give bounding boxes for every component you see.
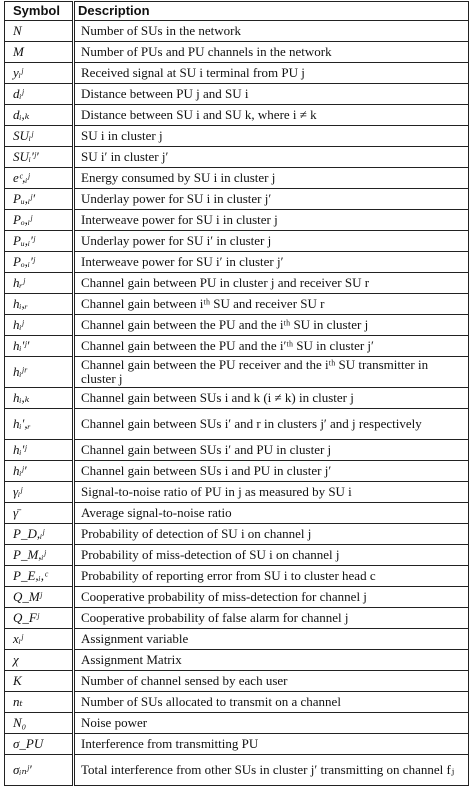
table-row xyxy=(5,105,469,126)
description-cell: Assignment variable xyxy=(74,629,469,650)
description-cell: Channel gain between iᵗʰ SU and receiver SU r xyxy=(74,294,469,315)
description-cell: Interweave power for SU i in cluster j xyxy=(74,210,469,231)
header-symbol: Symbol xyxy=(5,2,74,21)
description-cell: Channel gain between SUs i and PU in cluster j′ xyxy=(74,461,469,482)
symbol-cell: dᵢʲ xyxy=(5,84,74,105)
symbol-cell: Pₒ,ᵢ′ʲ xyxy=(5,252,74,273)
description-cell: Assignment Matrix xyxy=(74,650,469,671)
description-cell: Cooperative probability of miss-detection for channel j xyxy=(74,587,469,608)
symbol-cell: hᵢ′ʲ′ xyxy=(5,336,74,357)
table-row xyxy=(5,63,469,84)
table-row xyxy=(5,273,469,294)
table-row xyxy=(5,42,469,63)
description-cell: Signal-to-noise ratio of PU in j as measured by SU i xyxy=(74,482,469,503)
symbol-cell: hᵢ′ʲ xyxy=(5,440,74,461)
symbol-cell: hᵢ′,ᵣ xyxy=(5,409,74,440)
symbol-cell: M xyxy=(5,42,74,63)
symbol-cell: P_M,ᵢʲ xyxy=(5,545,74,566)
table-row xyxy=(5,650,469,671)
symbol-cell: hᵢʲ′ xyxy=(5,461,74,482)
symbol-cell: P_D,ᵢʲ xyxy=(5,524,74,545)
description-cell: Underlay power for SU i in cluster j′ xyxy=(74,189,469,210)
table-row xyxy=(5,210,469,231)
symbol-cell: σᵢₙʲ′ xyxy=(5,755,74,786)
table-row xyxy=(5,671,469,692)
symbol-cell: hᵢʲʳ xyxy=(5,357,74,388)
table-row xyxy=(5,231,469,252)
table-row xyxy=(5,713,469,734)
symbol-cell: Q_Fʲ xyxy=(5,608,74,629)
description-cell: Channel gain between the PU and the i′ᵗʰ SU in cluster j′ xyxy=(74,336,469,357)
symbol-table xyxy=(4,1,469,786)
description-cell: Cooperative probability of false alarm for channel j xyxy=(74,608,469,629)
table-row xyxy=(5,168,469,189)
table-row xyxy=(5,336,469,357)
description-cell: Interference from transmitting PU xyxy=(74,734,469,755)
table-row xyxy=(5,409,469,440)
description-cell: Number of channel sensed by each user xyxy=(74,671,469,692)
symbol-cell: yᵢʲ xyxy=(5,63,74,84)
symbol-cell: eᶜ,ᵢʲ xyxy=(5,168,74,189)
table-row xyxy=(5,189,469,210)
table-row xyxy=(5,294,469,315)
description-cell: Noise power xyxy=(74,713,469,734)
symbol-cell: χ xyxy=(5,650,74,671)
symbol-cell: N xyxy=(5,21,74,42)
symbol-cell: SUᵢʲ xyxy=(5,126,74,147)
description-cell: Channel gain between the PU and the iᵗʰ SU in cluster j xyxy=(74,315,469,336)
symbol-cell: K xyxy=(5,671,74,692)
table-row xyxy=(5,315,469,336)
table-row xyxy=(5,587,469,608)
symbol-cell: Pᵤ,ᵢ′ʲ xyxy=(5,231,74,252)
symbol-cell: hᵢ,ₖ xyxy=(5,388,74,409)
description-cell: Received signal at SU i terminal from PU j xyxy=(74,63,469,84)
table-row xyxy=(5,252,469,273)
description-cell: Number of SUs allocated to transmit on a channel xyxy=(74,692,469,713)
symbol-cell: γᵢʲ xyxy=(5,482,74,503)
table-row xyxy=(5,482,469,503)
table-row xyxy=(5,503,469,524)
table-row xyxy=(5,692,469,713)
description-cell: Underlay power for SU i′ in cluster j xyxy=(74,231,469,252)
table-row xyxy=(5,608,469,629)
symbol-cell: hᵣʲ xyxy=(5,273,74,294)
description-cell: SU i′ in cluster j′ xyxy=(74,147,469,168)
table-row xyxy=(5,126,469,147)
symbol-cell: hᵢ,ᵣ xyxy=(5,294,74,315)
table-row xyxy=(5,566,469,587)
description-cell: Distance between SU i and SU k, where i ≠ k xyxy=(74,105,469,126)
description-cell: Number of PUs and PU channels in the network xyxy=(74,42,469,63)
symbol-cell: Q_Mʲ xyxy=(5,587,74,608)
description-cell: Channel gain between SUs i′ and PU in cluster j xyxy=(74,440,469,461)
table-row xyxy=(5,524,469,545)
description-cell: Probability of reporting error from SU i to cluster head c xyxy=(74,566,469,587)
description-cell: Number of SUs in the network xyxy=(74,21,469,42)
table-row xyxy=(5,545,469,566)
table-row xyxy=(5,629,469,650)
table-row xyxy=(5,440,469,461)
table-row xyxy=(5,84,469,105)
description-cell: Channel gain between SUs i′ and r in clusters j′ and j respectively xyxy=(74,409,469,440)
table-row xyxy=(5,147,469,168)
table-header-row xyxy=(5,2,469,21)
symbol-cell: xᵢʲ xyxy=(5,629,74,650)
description-cell: Energy consumed by SU i in cluster j xyxy=(74,168,469,189)
symbol-cell: γ̄ xyxy=(5,503,74,524)
table-row xyxy=(5,357,469,388)
symbol-cell: dᵢ,ₖ xyxy=(5,105,74,126)
description-cell: Interweave power for SU i′ in cluster j′ xyxy=(74,252,469,273)
symbol-cell: Pᵤ,ᵢʲ′ xyxy=(5,189,74,210)
description-cell: Channel gain between SUs i and k (i ≠ k) in cluster j xyxy=(74,388,469,409)
table-row xyxy=(5,755,469,786)
description-cell: Probability of detection of SU i on channel j xyxy=(74,524,469,545)
description-cell: Distance between PU j and SU i xyxy=(74,84,469,105)
symbol-cell: P_E,ᵢ,ᶜ xyxy=(5,566,74,587)
header-description: Description xyxy=(74,2,469,21)
description-cell: Total interference from other SUs in cluster j′ transmitting on channel fⱼ xyxy=(74,755,469,786)
description-cell: SU i in cluster j xyxy=(74,126,469,147)
symbol-cell: SUᵢ′ʲ′ xyxy=(5,147,74,168)
symbol-cell: nₜ xyxy=(5,692,74,713)
symbol-cell: σ_PU xyxy=(5,734,74,755)
table-row xyxy=(5,461,469,482)
description-cell: Probability of miss-detection of SU i on channel j xyxy=(74,545,469,566)
symbol-cell: Pₒ,ᵢʲ xyxy=(5,210,74,231)
symbol-cell: N₀ xyxy=(5,713,74,734)
table-row xyxy=(5,21,469,42)
table-row xyxy=(5,388,469,409)
table-body xyxy=(5,21,469,786)
table-row xyxy=(5,734,469,755)
symbol-cell: hᵢʲ xyxy=(5,315,74,336)
description-cell: Channel gain between PU in cluster j and receiver SU r xyxy=(74,273,469,294)
description-cell: Average signal-to-noise ratio xyxy=(74,503,469,524)
description-cell: Channel gain between the PU receiver and the iᵗʰ SU transmitter in cluster j xyxy=(74,357,469,388)
